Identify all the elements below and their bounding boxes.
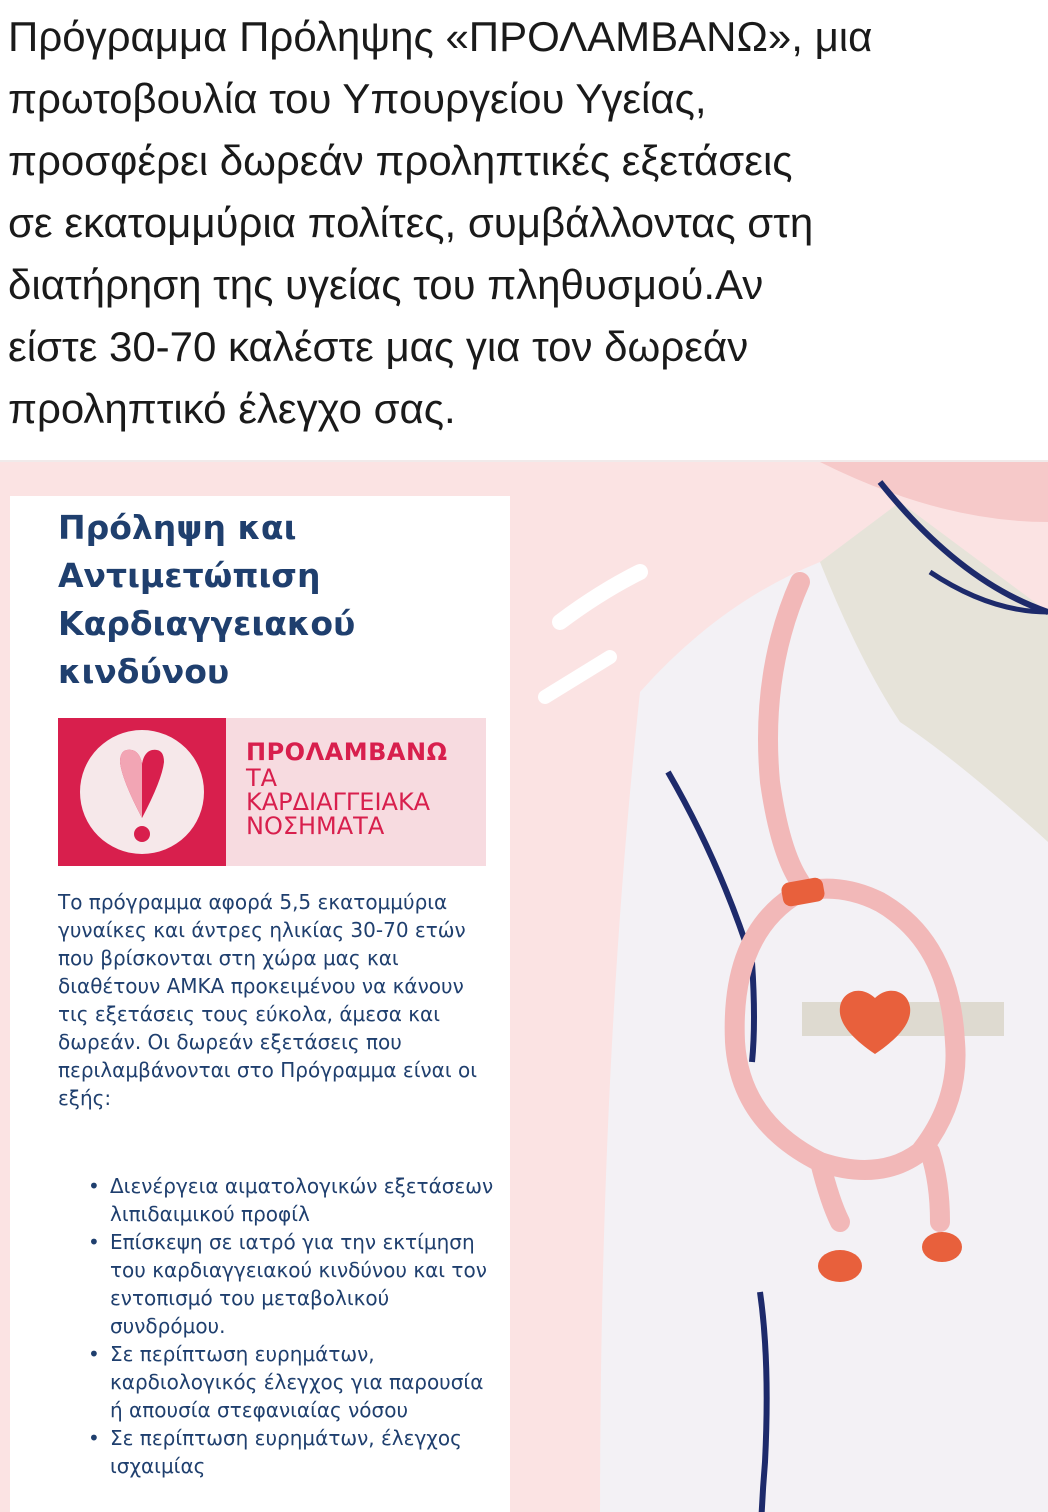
bullet-icon: • <box>88 1342 100 1366</box>
brand-icon-box <box>58 718 226 866</box>
brand-name: ΠΡΟΛΑΜΒΑΝΩ <box>246 738 448 766</box>
brand-subtitle: ΤΑ ΚΑΡΔΙΑΓΓΕΙΑΚΑ ΝΟΣΗΜΑΤΑ <box>246 764 431 840</box>
list-item: • Σε περίπτωση ευρημάτων, καρδιολογικός έλεγχος για παρουσία ή απουσία στεφανιαίας νόσου <box>88 1342 484 1422</box>
poster-image <box>0 460 1048 1512</box>
list-item: • Σε περίπτωση ευρημάτων, έλεγχος ισχαιμίας <box>88 1426 462 1478</box>
list-item: • Διενέργεια αιματολογικών εξετάσεων λιπιδαιμικού προφίλ <box>88 1174 494 1226</box>
card-title: Πρόληψη και Αντιμετώπιση Καρδιαγγειακού κινδύνου <box>58 508 356 691</box>
list-item: • Επίσκεψη σε ιατρό για την εκτίμηση του καρδιαγγειακού κινδύνου και τον εντοπισμό του μεταβολικού συνδρόμου. <box>88 1230 487 1338</box>
bullet-icon: • <box>88 1426 100 1450</box>
info-card <box>10 496 510 1512</box>
bullet-icon: • <box>88 1230 100 1254</box>
post-text: Πρόγραμμα Πρόληψης «ΠΡΟΛΑΜΒΑΝΩ», μια πρωτοβουλία του Υπουργείου Υγείας, προσφέρει δωρεάν προληπτικές εξετάσεις σε εκατομμύρια πολίτες, συμβάλλοντας στη διατήρηση της υγείας του πληθυσμού.Αν είστε 30-70 καλέστε μας για τον δωρεάν προληπτικό έλεγχο σας. <box>8 13 873 432</box>
brand-logo-banner <box>58 718 486 866</box>
exam-list <box>88 1172 498 1480</box>
bullet-icon: • <box>88 1174 100 1198</box>
exclamation-icon <box>58 718 226 866</box>
card-body-text: Το πρόγραμμα αφορά 5,5 εκατομμύρια γυναίκες και άντρες ηλικίας 30-70 ετών που βρίσκονται στη χώρα μας και διαθέτουν ΑΜΚΑ προκειμένου να κάνουν τις εξετάσεις τους εύκολα, άμεσα και δωρεάν. Οι δωρεάν εξετάσεις που περιλαμβάνονται στο Πρόγραμμα είναι οι εξής: <box>58 890 477 1110</box>
